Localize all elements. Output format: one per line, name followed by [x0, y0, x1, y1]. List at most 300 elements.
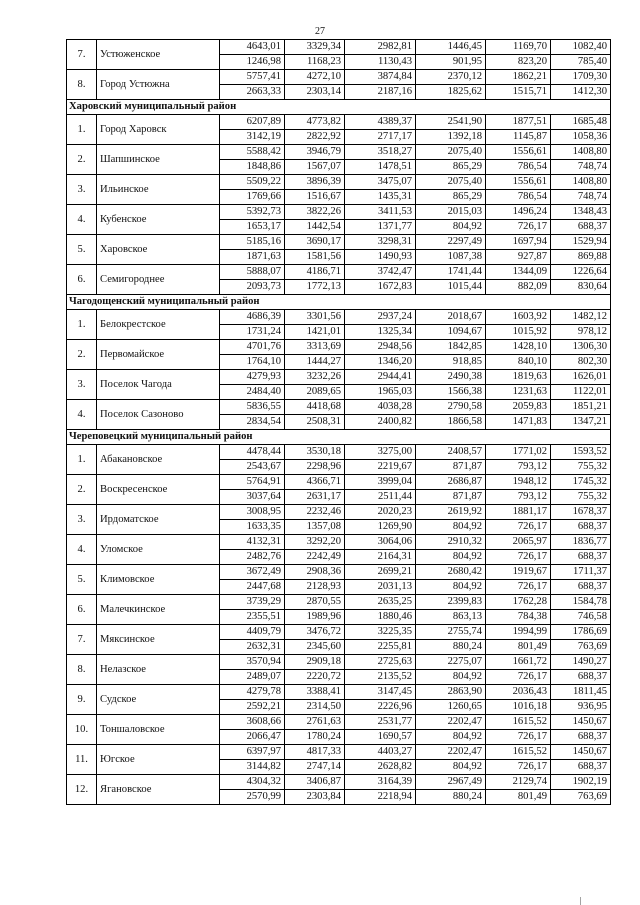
value-cell: 1444,27 [285, 355, 345, 370]
value-cell: 1836,77 [551, 535, 611, 550]
value-cell: 1016,18 [486, 700, 551, 715]
value-cell: 869,88 [551, 250, 611, 265]
value-cell: 1919,67 [486, 565, 551, 580]
value-cell: 1087,38 [416, 250, 486, 265]
value-cell: 1246,98 [220, 55, 285, 70]
settlement-name: Харовское [97, 235, 220, 265]
value-cell: 901,95 [416, 55, 486, 70]
settlement-name: Город Устюжна [97, 70, 220, 100]
value-cell: 2543,67 [220, 460, 285, 475]
table-row [67, 310, 611, 325]
settlement-name: Ильинское [97, 175, 220, 205]
settlement-name: Воскресенское [97, 475, 220, 505]
value-cell: 2399,83 [416, 595, 486, 610]
value-cell: 2202,47 [416, 745, 486, 760]
value-cell: 2822,92 [285, 130, 345, 145]
value-cell: 2663,33 [220, 85, 285, 100]
value-cell: 3064,06 [345, 535, 416, 550]
value-cell: 1661,72 [486, 655, 551, 670]
settlement-name: Семигороднее [97, 265, 220, 295]
value-cell: 1633,35 [220, 520, 285, 535]
value-cell: 3301,56 [285, 310, 345, 325]
value-cell: 1581,56 [285, 250, 345, 265]
value-cell: 1567,07 [285, 160, 345, 175]
value-cell: 1862,21 [486, 70, 551, 85]
value-cell: 2226,96 [345, 700, 416, 715]
value-cell: 1371,77 [345, 220, 416, 235]
table-row [67, 595, 611, 610]
value-cell: 2303,14 [285, 85, 345, 100]
value-cell: 1902,19 [551, 775, 611, 790]
value-cell: 2747,14 [285, 760, 345, 775]
value-cell: 804,92 [416, 760, 486, 775]
value-cell: 804,92 [416, 580, 486, 595]
value-cell: 1965,03 [345, 385, 416, 400]
value-cell: 1842,85 [416, 340, 486, 355]
value-cell: 784,38 [486, 610, 551, 625]
value-cell: 1764,10 [220, 355, 285, 370]
value-cell: 2089,65 [285, 385, 345, 400]
value-cell: 801,49 [486, 790, 551, 805]
value-cell: 1226,64 [551, 265, 611, 280]
value-cell: 4701,76 [220, 340, 285, 355]
value-cell: 1015,92 [486, 325, 551, 340]
district-name: Харовский муниципальный район [67, 100, 611, 115]
value-cell: 726,17 [486, 760, 551, 775]
table-row [67, 40, 611, 55]
row-index: 2. [67, 475, 97, 505]
value-cell: 2619,92 [416, 505, 486, 520]
value-cell: 2297,49 [416, 235, 486, 250]
value-cell: 871,87 [416, 490, 486, 505]
value-cell: 3411,53 [345, 205, 416, 220]
value-cell: 1306,30 [551, 340, 611, 355]
row-index: 4. [67, 400, 97, 430]
value-cell: 2982,81 [345, 40, 416, 55]
table-row [67, 145, 611, 160]
value-cell: 2128,93 [285, 580, 345, 595]
value-cell: 3406,87 [285, 775, 345, 790]
value-cell: 1709,30 [551, 70, 611, 85]
row-index: 3. [67, 505, 97, 535]
value-cell: 2220,72 [285, 670, 345, 685]
value-cell: 1421,01 [285, 325, 345, 340]
value-cell: 1653,17 [220, 220, 285, 235]
value-cell: 1697,94 [486, 235, 551, 250]
row-index: 8. [67, 655, 97, 685]
value-cell: 823,20 [486, 55, 551, 70]
value-cell: 2232,46 [285, 505, 345, 520]
value-cell: 2242,49 [285, 550, 345, 565]
value-cell: 2020,23 [345, 505, 416, 520]
value-cell: 865,29 [416, 160, 486, 175]
value-cell: 5757,41 [220, 70, 285, 85]
value-cell: 4038,28 [345, 400, 416, 415]
value-cell: 880,24 [416, 790, 486, 805]
value-cell: 746,58 [551, 610, 611, 625]
value-cell: 1515,71 [486, 85, 551, 100]
value-cell: 2355,51 [220, 610, 285, 625]
value-cell: 2400,82 [345, 415, 416, 430]
value-cell: 2490,38 [416, 370, 486, 385]
value-cell: 3225,35 [345, 625, 416, 640]
settlement-name: Нелазское [97, 655, 220, 685]
value-cell: 688,37 [551, 520, 611, 535]
value-cell: 4773,82 [285, 115, 345, 130]
value-cell: 3388,41 [285, 685, 345, 700]
value-cell: 4389,37 [345, 115, 416, 130]
value-cell: 3896,39 [285, 175, 345, 190]
value-cell: 2592,21 [220, 700, 285, 715]
district-header-row [67, 430, 611, 445]
settlement-name: Абакановское [97, 445, 220, 475]
value-cell: 1851,21 [551, 400, 611, 415]
value-cell: 2015,03 [416, 205, 486, 220]
value-cell: 978,12 [551, 325, 611, 340]
settlement-name: Первомайское [97, 340, 220, 370]
value-cell: 3232,26 [285, 370, 345, 385]
value-cell: 2790,58 [416, 400, 486, 415]
value-cell: 804,92 [416, 520, 486, 535]
value-cell: 726,17 [486, 520, 551, 535]
district-header-row [67, 100, 611, 115]
value-cell: 1741,44 [416, 265, 486, 280]
value-cell: 2059,83 [486, 400, 551, 415]
tariff-table [66, 39, 611, 805]
value-cell: 2908,36 [285, 565, 345, 580]
value-cell: 2870,55 [285, 595, 345, 610]
value-cell: 4132,31 [220, 535, 285, 550]
value-cell: 2937,24 [345, 310, 416, 325]
value-cell: 726,17 [486, 550, 551, 565]
value-cell: 2531,77 [345, 715, 416, 730]
table-row [67, 505, 611, 520]
value-cell: 3164,39 [345, 775, 416, 790]
value-cell: 1871,63 [220, 250, 285, 265]
value-cell: 793,12 [486, 460, 551, 475]
value-cell: 865,29 [416, 190, 486, 205]
value-cell: 1672,83 [345, 280, 416, 295]
value-cell: 1442,54 [285, 220, 345, 235]
row-index: 10. [67, 715, 97, 745]
settlement-name: Кубенское [97, 205, 220, 235]
row-index: 5. [67, 565, 97, 595]
value-cell: 1786,69 [551, 625, 611, 640]
value-cell: 5588,42 [220, 145, 285, 160]
value-cell: 5392,73 [220, 205, 285, 220]
value-cell: 1094,67 [416, 325, 486, 340]
value-cell: 3147,45 [345, 685, 416, 700]
row-index: 6. [67, 265, 97, 295]
district-header-row [67, 295, 611, 310]
value-cell: 2725,63 [345, 655, 416, 670]
value-cell: 3292,20 [285, 535, 345, 550]
value-cell: 1516,67 [285, 190, 345, 205]
value-cell: 2066,47 [220, 730, 285, 745]
value-cell: 4186,71 [285, 265, 345, 280]
value-cell: 786,54 [486, 160, 551, 175]
value-cell: 1866,58 [416, 415, 486, 430]
value-cell: 2275,07 [416, 655, 486, 670]
settlement-name: Малечкинское [97, 595, 220, 625]
value-cell: 2948,56 [345, 340, 416, 355]
value-cell: 2255,81 [345, 640, 416, 655]
value-cell: 1556,61 [486, 175, 551, 190]
value-cell: 804,92 [416, 730, 486, 745]
value-cell: 2717,17 [345, 130, 416, 145]
value-cell: 1450,67 [551, 715, 611, 730]
table-row [67, 655, 611, 670]
value-cell: 1948,12 [486, 475, 551, 490]
value-cell: 2699,21 [345, 565, 416, 580]
value-cell: 2755,74 [416, 625, 486, 640]
value-cell: 2031,13 [345, 580, 416, 595]
row-index: 1. [67, 310, 97, 340]
value-cell: 3742,47 [345, 265, 416, 280]
value-cell: 1877,51 [486, 115, 551, 130]
district-name: Череповецкий муниципальный район [67, 430, 611, 445]
value-cell: 1615,52 [486, 745, 551, 760]
value-cell: 880,24 [416, 640, 486, 655]
row-index: 4. [67, 535, 97, 565]
value-cell: 1357,08 [285, 520, 345, 535]
table-row [67, 115, 611, 130]
value-cell: 2036,43 [486, 685, 551, 700]
value-cell: 2370,12 [416, 70, 486, 85]
value-cell: 802,30 [551, 355, 611, 370]
value-cell: 2482,76 [220, 550, 285, 565]
value-cell: 5888,07 [220, 265, 285, 280]
value-cell: 1082,40 [551, 40, 611, 55]
row-index: 1. [67, 445, 97, 475]
value-cell: 6397,97 [220, 745, 285, 760]
value-cell: 785,40 [551, 55, 611, 70]
value-cell: 3329,34 [285, 40, 345, 55]
row-index: 11. [67, 745, 97, 775]
value-cell: 804,92 [416, 670, 486, 685]
value-cell: 3874,84 [345, 70, 416, 85]
value-cell: 1130,43 [345, 55, 416, 70]
value-cell: 786,54 [486, 190, 551, 205]
value-cell: 1566,38 [416, 385, 486, 400]
value-cell: 1994,99 [486, 625, 551, 640]
value-cell: 1446,45 [416, 40, 486, 55]
table-row [67, 535, 611, 550]
value-cell: 3008,95 [220, 505, 285, 520]
value-cell: 2298,96 [285, 460, 345, 475]
settlement-name: Судское [97, 685, 220, 715]
value-cell: 2447,68 [220, 580, 285, 595]
value-cell: 1989,96 [285, 610, 345, 625]
page-number: 27 [315, 26, 325, 37]
table-row [67, 340, 611, 355]
value-cell: 3570,94 [220, 655, 285, 670]
value-cell: 4366,71 [285, 475, 345, 490]
value-cell: 1478,51 [345, 160, 416, 175]
value-cell: 2508,31 [285, 415, 345, 430]
value-cell: 2541,90 [416, 115, 486, 130]
value-cell: 1408,80 [551, 145, 611, 160]
value-cell: 1015,44 [416, 280, 486, 295]
value-cell: 1435,31 [345, 190, 416, 205]
value-cell: 2863,90 [416, 685, 486, 700]
value-cell: 804,92 [416, 550, 486, 565]
value-cell: 2314,50 [285, 700, 345, 715]
table-row [67, 265, 611, 280]
value-cell: 3476,72 [285, 625, 345, 640]
value-cell: 3475,07 [345, 175, 416, 190]
table-row [67, 175, 611, 190]
value-cell: 2686,87 [416, 475, 486, 490]
value-cell: 688,37 [551, 760, 611, 775]
value-cell: 3518,27 [345, 145, 416, 160]
value-cell: 2075,40 [416, 145, 486, 160]
district-name: Чагодощенский муниципальный район [67, 295, 611, 310]
value-cell: 1482,12 [551, 310, 611, 325]
value-cell: 2834,54 [220, 415, 285, 430]
value-cell: 688,37 [551, 220, 611, 235]
value-cell: 5185,16 [220, 235, 285, 250]
value-cell: 755,32 [551, 490, 611, 505]
table-body [67, 40, 611, 805]
value-cell: 1771,02 [486, 445, 551, 460]
value-cell: 804,92 [416, 220, 486, 235]
value-cell: 840,10 [486, 355, 551, 370]
value-cell: 1325,34 [345, 325, 416, 340]
value-cell: 1348,43 [551, 205, 611, 220]
value-cell: 1615,52 [486, 715, 551, 730]
value-cell: 1556,61 [486, 145, 551, 160]
settlement-name: Поселок Чагода [97, 370, 220, 400]
value-cell: 3672,49 [220, 565, 285, 580]
value-cell: 2967,49 [416, 775, 486, 790]
value-cell: 763,69 [551, 640, 611, 655]
value-cell: 726,17 [486, 580, 551, 595]
settlement-name: Мяксинское [97, 625, 220, 655]
settlement-name: Ирдоматское [97, 505, 220, 535]
value-cell: 2910,32 [416, 535, 486, 550]
table-row [67, 625, 611, 640]
value-cell: 763,69 [551, 790, 611, 805]
value-cell: 3275,00 [345, 445, 416, 460]
value-cell: 4272,10 [285, 70, 345, 85]
table-row [67, 400, 611, 415]
value-cell: 1825,62 [416, 85, 486, 100]
value-cell: 2909,18 [285, 655, 345, 670]
value-cell: 755,32 [551, 460, 611, 475]
value-cell: 1168,23 [285, 55, 345, 70]
value-cell: 1145,87 [486, 130, 551, 145]
value-cell: 4304,32 [220, 775, 285, 790]
row-index: 7. [67, 40, 97, 70]
value-cell: 1584,78 [551, 595, 611, 610]
value-cell: 1347,21 [551, 415, 611, 430]
value-cell: 4279,93 [220, 370, 285, 385]
value-cell: 4478,44 [220, 445, 285, 460]
value-cell: 1490,93 [345, 250, 416, 265]
value-cell: 1762,28 [486, 595, 551, 610]
value-cell: 830,64 [551, 280, 611, 295]
value-cell: 3313,69 [285, 340, 345, 355]
value-cell: 1603,92 [486, 310, 551, 325]
value-cell: 1711,37 [551, 565, 611, 580]
value-cell: 918,85 [416, 355, 486, 370]
value-cell: 1450,67 [551, 745, 611, 760]
value-cell: 2075,40 [416, 175, 486, 190]
value-cell: 1529,94 [551, 235, 611, 250]
value-cell: 1169,70 [486, 40, 551, 55]
value-cell: 927,87 [486, 250, 551, 265]
value-cell: 3946,79 [285, 145, 345, 160]
table-row [67, 445, 611, 460]
value-cell: 2944,41 [345, 370, 416, 385]
value-cell: 3822,26 [285, 205, 345, 220]
value-cell: 1412,30 [551, 85, 611, 100]
value-cell: 688,37 [551, 550, 611, 565]
value-cell: 1780,24 [285, 730, 345, 745]
value-cell: 688,37 [551, 580, 611, 595]
value-cell: 3999,04 [345, 475, 416, 490]
value-cell: 2631,17 [285, 490, 345, 505]
settlement-name: Тоншаловское [97, 715, 220, 745]
row-index: 2. [67, 145, 97, 175]
table-row [67, 775, 611, 790]
value-cell: 2680,42 [416, 565, 486, 580]
value-cell: 1690,57 [345, 730, 416, 745]
value-cell: 2570,99 [220, 790, 285, 805]
value-cell: 6207,89 [220, 115, 285, 130]
row-index: 12. [67, 775, 97, 805]
page-edge-mark: | [580, 896, 582, 905]
value-cell: 5836,55 [220, 400, 285, 415]
table-row [67, 235, 611, 250]
value-cell: 4409,79 [220, 625, 285, 640]
table-row [67, 745, 611, 760]
value-cell: 3690,17 [285, 235, 345, 250]
value-cell: 4817,33 [285, 745, 345, 760]
row-index: 3. [67, 370, 97, 400]
value-cell: 2135,52 [345, 670, 416, 685]
value-cell: 936,95 [551, 700, 611, 715]
value-cell: 748,74 [551, 160, 611, 175]
value-cell: 3144,82 [220, 760, 285, 775]
value-cell: 2093,73 [220, 280, 285, 295]
value-cell: 1811,45 [551, 685, 611, 700]
value-cell: 4403,27 [345, 745, 416, 760]
value-cell: 4643,01 [220, 40, 285, 55]
value-cell: 1745,32 [551, 475, 611, 490]
table-row [67, 715, 611, 730]
value-cell: 2484,40 [220, 385, 285, 400]
value-cell: 2345,60 [285, 640, 345, 655]
value-cell: 1428,10 [486, 340, 551, 355]
value-cell: 882,09 [486, 280, 551, 295]
value-cell: 688,37 [551, 670, 611, 685]
settlement-name: Белокрестское [97, 310, 220, 340]
value-cell: 1471,83 [486, 415, 551, 430]
value-cell: 1626,01 [551, 370, 611, 385]
value-cell: 1408,80 [551, 175, 611, 190]
row-index: 7. [67, 625, 97, 655]
value-cell: 2632,31 [220, 640, 285, 655]
value-cell: 726,17 [486, 730, 551, 745]
row-index: 1. [67, 115, 97, 145]
value-cell: 726,17 [486, 220, 551, 235]
value-cell: 688,37 [551, 730, 611, 745]
value-cell: 5764,91 [220, 475, 285, 490]
value-cell: 1496,24 [486, 205, 551, 220]
value-cell: 3142,19 [220, 130, 285, 145]
